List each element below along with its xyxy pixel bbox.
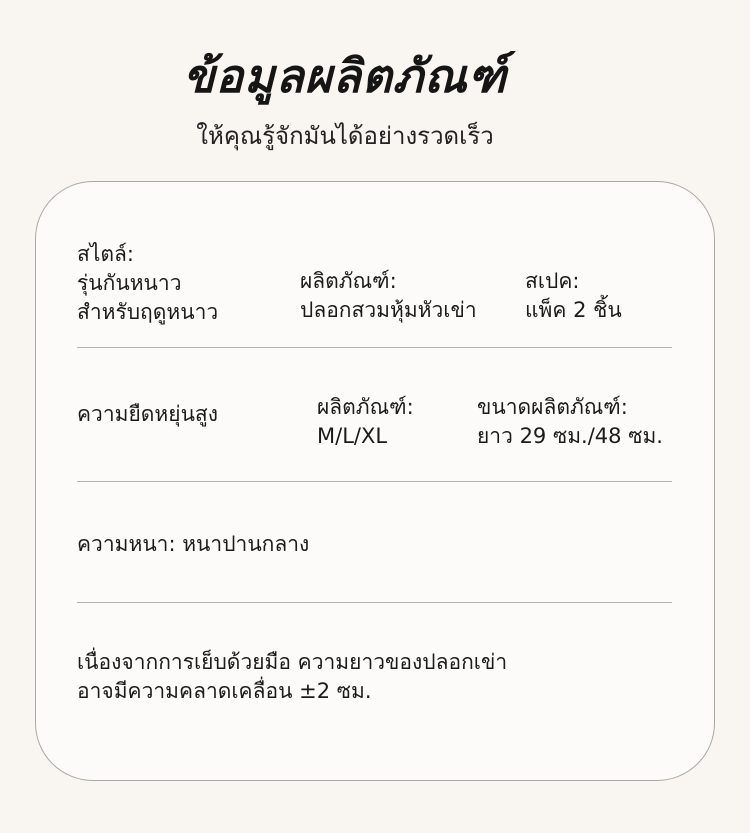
divider (77, 347, 672, 348)
thickness-text: ความหนา: หนาปานกลาง (77, 532, 310, 556)
page-title: ข้อมูลผลิตภัณฑ์ (183, 49, 507, 103)
product-label-2: ผลิตภัณฑ์: (317, 395, 414, 419)
page-subtitle: ให้คุณรู้จักมันได้อย่างรวดเร็ว (196, 122, 494, 150)
product-info (300, 267, 477, 325)
style-line-2: สำหรับฤดูหนาว (77, 300, 219, 324)
product-label: ผลิตภัณฑ์: (300, 269, 397, 293)
spec-label: สเปค: (525, 269, 580, 293)
divider (77, 481, 672, 482)
spec-info (525, 267, 622, 325)
style-info (77, 240, 218, 327)
style-label: สไตล์: (77, 242, 134, 266)
dimensions-info (477, 393, 663, 451)
measurement-note (77, 648, 507, 706)
spec-value: แพ็ค 2 ชิ้น (525, 298, 622, 322)
divider (77, 602, 672, 603)
size-options (317, 393, 414, 451)
style-line-1: รุ่นกันหนาว (77, 271, 182, 295)
note-line-2: อาจมีความคลาดเคลื่อน ±2 ซม. (77, 679, 372, 703)
note-line-1: เนื่องจากการเย็บด้วยมือ ความยาวของปลอกเข่า (77, 650, 508, 674)
elasticity-text: ความยืดหยุ่นสูง (77, 402, 218, 426)
dimensions-value: ยาว 29 ซม./48 ซม. (477, 424, 663, 448)
dimensions-label: ขนาดผลิตภัณฑ์: (477, 395, 628, 419)
sizes-value: M/L/XL (317, 424, 388, 448)
product-value: ปลอกสวมหุ้มหัวเข่า (300, 298, 477, 322)
